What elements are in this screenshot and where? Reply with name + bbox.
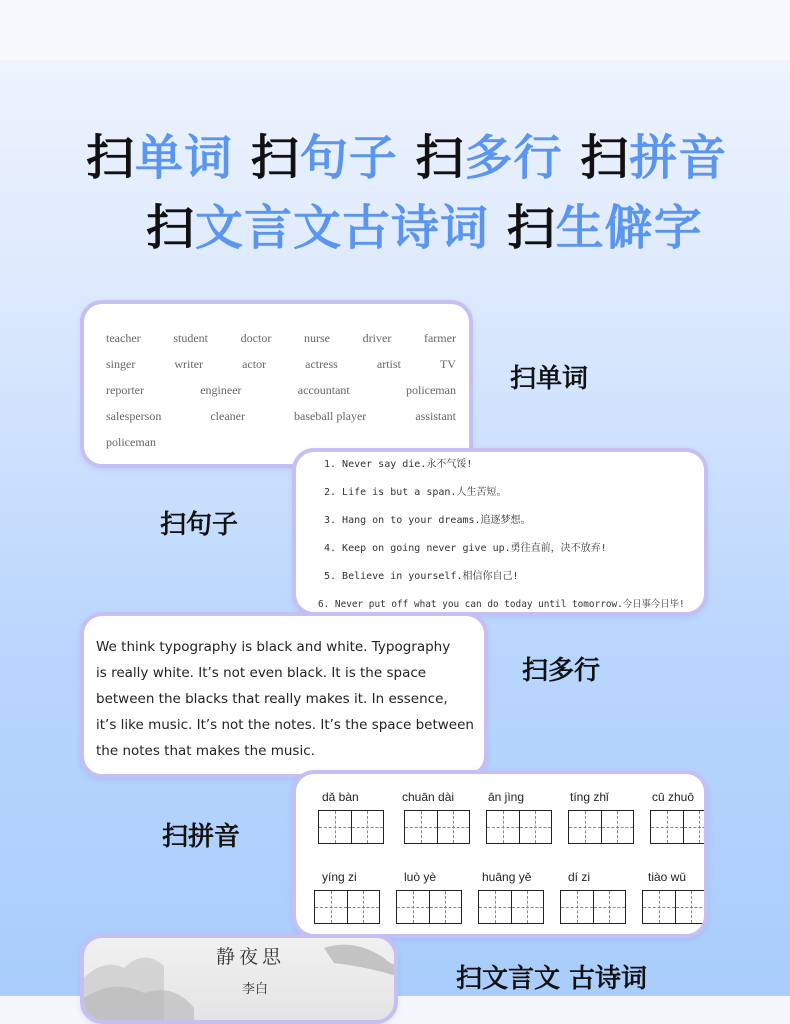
sentence-item: 4. Keep on going never give up.勇往直前，决不放弃! <box>324 543 607 554</box>
word: singer <box>106 357 136 371</box>
poem-title: 静夜思 <box>216 946 286 968</box>
word-grid <box>106 330 456 460</box>
sentence-list <box>318 456 708 616</box>
word: teacher <box>106 331 141 345</box>
label-scan-multiline: 扫多行 <box>522 656 601 686</box>
word: policeman <box>405 383 456 397</box>
pinyin-text: tiào wǔ <box>648 870 687 884</box>
headline-words: 单词 <box>135 130 234 186</box>
pinyin-text: dí zi <box>568 870 591 884</box>
pinyin-text: huāng yě <box>482 870 532 884</box>
word: baseball player <box>294 409 367 423</box>
word: writer <box>174 357 204 371</box>
word: reporter <box>106 383 144 397</box>
pinyin-text: chuān dài <box>402 790 455 804</box>
word-row <box>106 330 456 356</box>
word: actress <box>305 357 338 371</box>
headline-scan-char: 扫 <box>86 130 136 186</box>
headline-line-1 <box>86 128 727 188</box>
word: farmer <box>423 331 456 345</box>
headline-line-2 <box>146 198 703 258</box>
sentence-item: 6. Never put off what you can do today until tomorrow.今日事今日毕! <box>318 599 685 610</box>
tianzige-box <box>568 810 634 844</box>
word: doctor <box>240 331 272 345</box>
word: student <box>173 331 208 345</box>
pinyin-text: yíng zi <box>322 870 357 884</box>
pinyin-text: ān jìng <box>488 790 525 804</box>
tianzige-box <box>650 810 708 844</box>
sentence-item: 2. Life is but a span.人生苦短。 <box>324 487 507 498</box>
word: assistant <box>415 409 456 423</box>
word: engineer <box>200 383 242 397</box>
tianzige-box <box>642 890 708 924</box>
sentence-item: 5. Believe in yourself.相信你自己! <box>324 571 519 582</box>
tianzige-box <box>486 810 552 844</box>
tianzige-box <box>560 890 626 924</box>
paragraph-line: it’s like music. It’s not the notes. It’s the space between <box>96 717 474 733</box>
words-sample-card <box>80 300 473 468</box>
word-row <box>106 382 456 408</box>
word: policeman <box>106 435 156 449</box>
word: actor <box>242 357 267 371</box>
poem-author: 李白 <box>242 982 269 997</box>
word-row <box>106 356 456 382</box>
headline-scan-char: 扫 <box>146 200 196 256</box>
headline-scan-char: 扫 <box>250 130 300 186</box>
pinyin-sample-card <box>292 770 708 938</box>
headline-scan-char: 扫 <box>580 130 630 186</box>
word: cleaner <box>210 409 245 423</box>
paragraph-line: between the blacks that really makes it. In essence, <box>96 691 448 707</box>
headline-multiline: 多行 <box>464 130 563 186</box>
word: nurse <box>303 331 330 345</box>
top-bar <box>0 0 790 60</box>
headline-rare-chars: 生僻字 <box>555 200 703 256</box>
pinyin-text: dǎ bàn <box>322 790 359 804</box>
tianzige-box <box>396 890 462 924</box>
word: TV <box>439 357 456 371</box>
sentence-item: 3. Hang on to your dreams.追逐梦想。 <box>324 515 531 526</box>
word: driver <box>362 331 392 345</box>
headline-classical: 文言文古诗词 <box>195 200 490 256</box>
paragraph-line: We think typography is black and white. Typography <box>96 639 451 655</box>
word: salesperson <box>106 409 162 423</box>
paragraph-line: is really white. It’s not even black. It is the space <box>96 665 427 681</box>
pinyin-text: cū zhuō <box>652 790 695 804</box>
tianzige-box <box>314 890 380 924</box>
paragraph-line: the notes that makes the music. <box>96 743 315 759</box>
label-scan-classical: 扫文言文 古诗词 <box>456 964 648 994</box>
label-scan-words: 扫单词 <box>510 364 589 394</box>
headline-sentences: 句子 <box>299 130 398 186</box>
sentence-item: 1. Never say die.永不气馁! <box>324 459 473 470</box>
label-scan-sentences: 扫句子 <box>160 510 239 540</box>
tianzige-box <box>404 810 470 844</box>
tianzige-box <box>478 890 544 924</box>
word: accountant <box>297 383 350 397</box>
headline-scan-char: 扫 <box>506 200 556 256</box>
classical-poem-card <box>80 934 398 1024</box>
word: artist <box>376 357 401 371</box>
word-row <box>106 408 456 434</box>
pinyin-text: tíng zhǐ <box>570 790 609 804</box>
headline-scan-char: 扫 <box>415 130 465 186</box>
headline-pinyin: 拼音 <box>629 130 728 186</box>
label-scan-pinyin: 扫拼音 <box>162 822 241 852</box>
paragraph-text <box>96 634 488 764</box>
tianzige-box <box>318 810 384 844</box>
multiline-sample-card <box>80 612 488 778</box>
sentences-sample-card <box>292 448 708 616</box>
pinyin-text: luò yè <box>404 870 437 884</box>
